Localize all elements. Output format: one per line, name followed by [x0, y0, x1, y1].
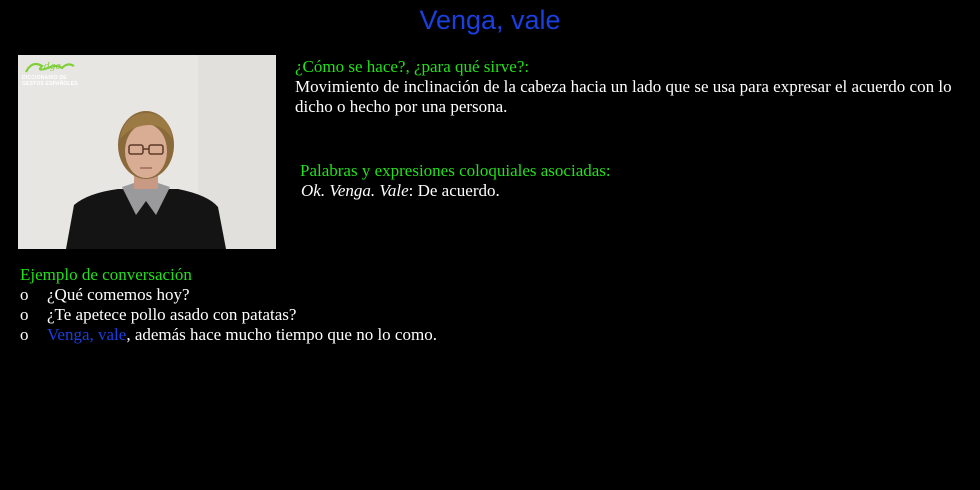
bullet: o [20, 305, 29, 324]
bullet: o [20, 285, 29, 304]
description-section [295, 57, 965, 117]
description-text: Movimiento de inclinación de la cabeza hacia un lado que se usa para expresar el acuerdo con lo dicho o hecho por una persona. [295, 77, 952, 116]
example-heading: Ejemplo de conversación [20, 265, 192, 284]
conversation-line [20, 325, 920, 345]
page-title: Venga, vale [419, 5, 561, 35]
logo-text: DICCIONARIO DE GESTOS ESPAÑOLES [22, 75, 78, 87]
svg-text:dge: dge [44, 62, 61, 72]
description-heading: ¿Cómo se hace?, ¿para qué sirve?: [295, 57, 530, 76]
expressions-term: Ok. Venga. Vale [301, 181, 409, 200]
conversation-highlight: Venga, vale [47, 325, 127, 344]
conversation-text: ¿Te apetece pollo asado con patatas? [47, 305, 297, 324]
expressions-heading: Palabras y expresiones coloquiales asociadas: [300, 161, 611, 180]
conversation-line [20, 305, 920, 325]
conversation-line [20, 285, 920, 305]
expressions-definition: : De acuerdo. [408, 181, 500, 200]
conversation-text: , además hace mucho tiempo que no lo como. [126, 325, 437, 344]
expressions-section [300, 161, 960, 201]
example-section [20, 265, 920, 345]
gesture-video[interactable] [18, 55, 276, 249]
bullet: o [20, 325, 29, 344]
expressions-line [301, 181, 960, 201]
conversation-text: ¿Qué comemos hoy? [47, 285, 190, 304]
